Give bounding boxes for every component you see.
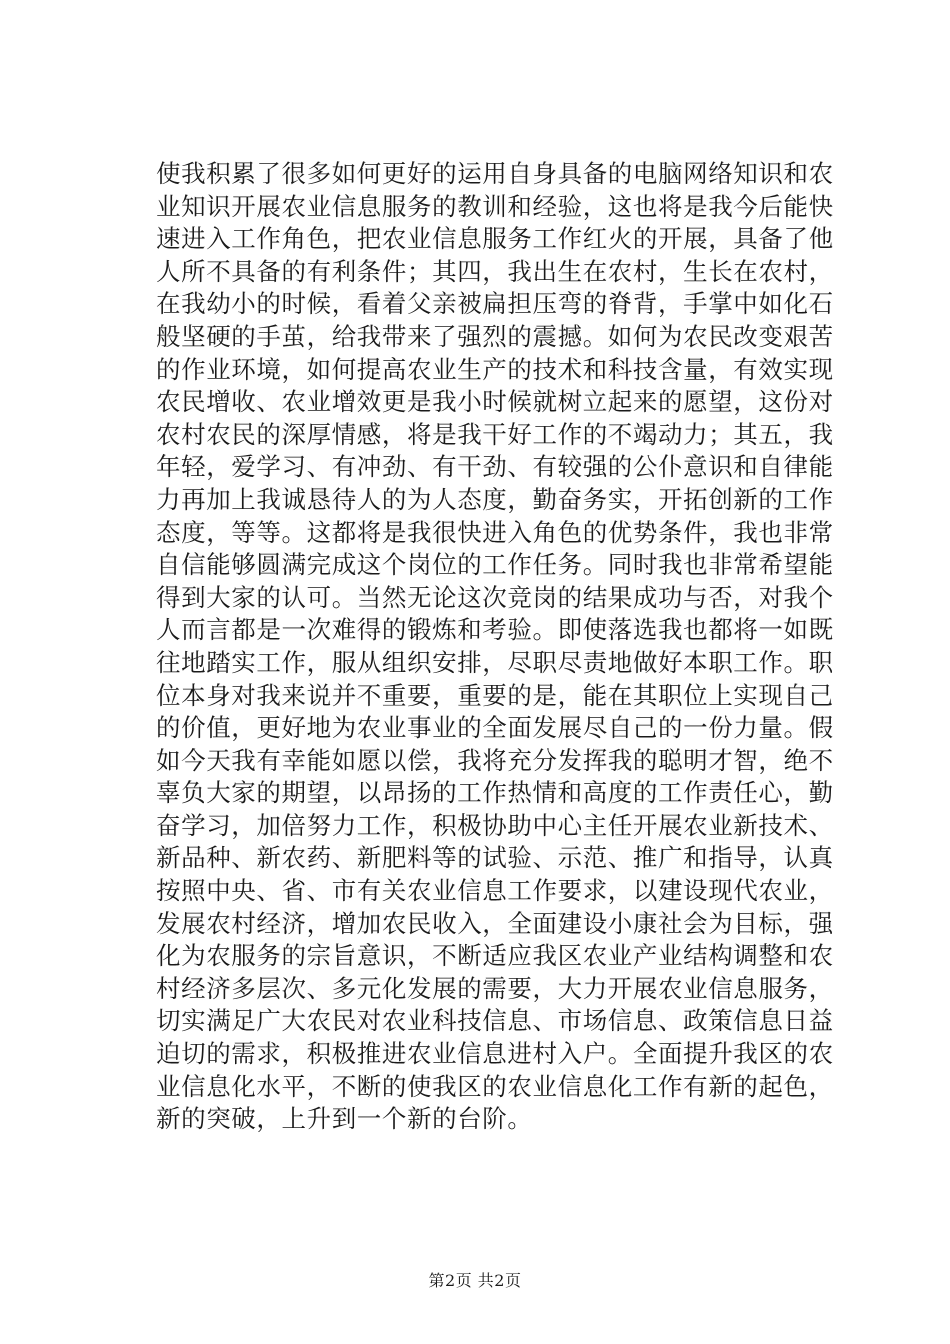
body-line: 使我积累了很多如何更好的运用自身具备的电脑网络知识和农 — [156, 159, 834, 188]
body-line: 年轻，爱学习、有冲劲、有干劲、有较强的公仆意识和自律能 — [156, 452, 834, 482]
body-line: 在我幼小的时候，看着父亲被扁担压弯的脊背，手掌中如化石 — [156, 289, 834, 319]
body-line: 农村农民的深厚情感，将是我干好工作的不竭动力；其五，我 — [156, 419, 834, 449]
page-footer: 第2页 共2页 — [428, 1271, 522, 1290]
body-line: 村经济多层次、多元化发展的需要，大力开展农业信息服务， — [156, 973, 834, 1003]
body-line: 自信能够圆满完成这个岗位的工作任务。同时我也非常希望能 — [156, 550, 834, 580]
body-line: 化为农服务的宗旨意识，不断适应我区农业产业结构调整和农 — [156, 941, 834, 971]
body-line: 如今天我有幸能如愿以偿，我将充分发挥我的聪明才智，绝不 — [156, 745, 834, 775]
body-line: 业信息化水平，不断的使我区的农业信息化工作有新的起色， — [156, 1071, 834, 1101]
body-line: 位本身对我来说并不重要，重要的是，能在其职位上实现自己 — [156, 680, 834, 710]
body-line: 人所不具备的有利条件；其四，我出生在农村，生长在农村， — [156, 256, 834, 286]
body-line: 得到大家的认可。当然无论这次竞岗的结果成功与否，对我个 — [156, 582, 834, 612]
body-line: 的作业环境，如何提高农业生产的技术和科技含量，有效实现 — [156, 354, 834, 384]
body-line: 切实满足广大农民对农业科技信息、市场信息、政策信息日益 — [156, 1006, 834, 1036]
body-text — [156, 158, 834, 1136]
body-line: 态度，等等。这都将是我很快进入角色的优势条件，我也非常 — [156, 517, 834, 547]
body-line: 速进入工作角色，把农业信息服务工作红火的开展，具备了他 — [156, 224, 834, 254]
body-line: 人而言都是一次难得的锻炼和考验。即使落选我也都将一如既 — [156, 615, 834, 645]
body-line: 般坚硬的手茧，给我带来了强烈的震撼。如何为农民改变艰苦 — [156, 321, 834, 351]
body-line: 新品种、新农药、新肥料等的试验、示范、推广和指导，认真 — [156, 843, 834, 873]
body-line: 往地踏实工作，服从组织安排，尽职尽责地做好本职工作。职 — [156, 647, 834, 677]
body-line: 农民增收、农业增效更是我小时候就树立起来的愿望，这份对 — [156, 387, 834, 417]
body-line: 辜负大家的期望，以昂扬的工作热情和高度的工作责任心，勤 — [156, 778, 834, 808]
body-line: 业知识开展农业信息服务的教训和经验，这也将是我今后能快 — [156, 191, 834, 221]
body-line: 奋学习，加倍努力工作，积极协助中心主任开展农业新技术、 — [156, 810, 834, 840]
body-line: 按照中央、省、市有关农业信息工作要求，以建设现代农业， — [156, 876, 834, 906]
body-line: 新的突破，上升到一个新的台阶。 — [156, 1104, 533, 1134]
body-line: 力再加上我诚恳待人的为人态度，勤奋务实，开拓创新的工作 — [156, 484, 834, 514]
body-line: 发展农村经济，增加农民收入，全面建设小康社会为目标，强 — [156, 908, 834, 938]
body-line: 迫切的需求，积极推进农业信息进村入户。全面提升我区的农 — [156, 1039, 834, 1069]
body-line: 的价值，更好地为农业事业的全面发展尽自己的一份力量。假 — [156, 713, 834, 743]
